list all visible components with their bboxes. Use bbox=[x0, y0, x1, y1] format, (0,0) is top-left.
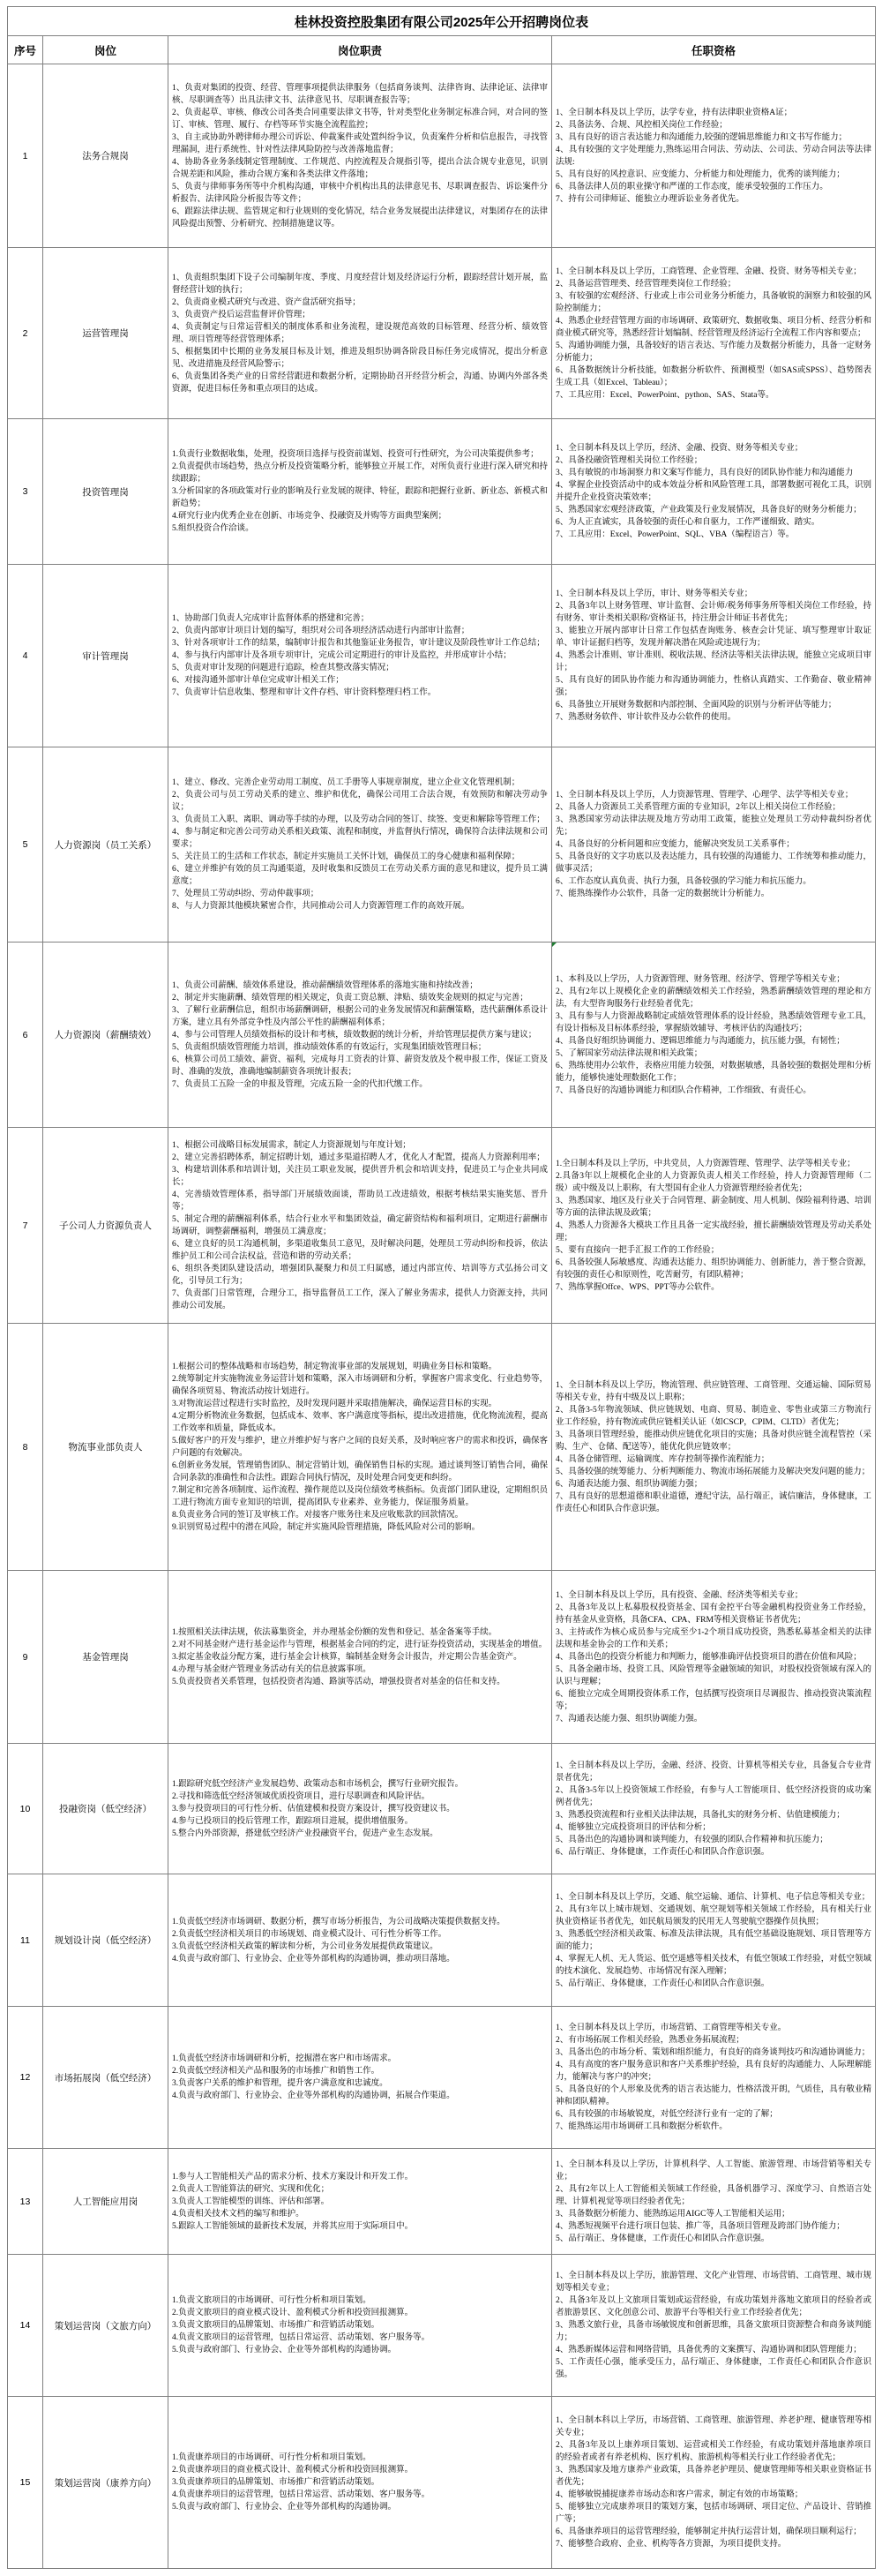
qualification-item: 4、能够敏锐捕捉康养市场动态和客户需求，制定有效的市场策略； bbox=[556, 2490, 804, 2499]
duty-item: 4.负责文旅项目的运营管理，包括日常运营、活动策划、客户服务等。 bbox=[172, 2333, 430, 2342]
duties-cell bbox=[168, 747, 552, 943]
duty-item: 6、核算公司员工绩效、薪资、福利，完成每月工资表的计算、薪资发放及个税申报工作，保证工资及时、准确的发放，准确地编制薪资各项统计报表； bbox=[172, 1055, 548, 1077]
qualification-item: 7、熟悉财务软件、审计软件及办公软件的使用。 bbox=[556, 713, 736, 722]
row-position: 运营管理岗 bbox=[43, 248, 168, 419]
duty-item: 2.负责低空经济相关产品和服务的市场推广和销售工作。 bbox=[172, 2067, 380, 2076]
qualification-item: 1、全日制本科及以上学历，经济、金融、投资、财务等相关专业； bbox=[556, 444, 804, 453]
qualification-item: 1、全日制本科及以上学历，计算机科学、人工智能、旅游管理、市场营销等相关专业； bbox=[556, 2159, 871, 2182]
qualification-item: 7、具备良好的沟通协调能力和团队合作精神，工作细致、有责任心。 bbox=[556, 1085, 811, 1095]
row-position: 投融资岗（低空经济） bbox=[43, 1744, 168, 1874]
duty-item: 7.制定和完善各项制度、运作流程、操作规范以及岗位绩效考核指标。负责部门团队建设，定期组织员工进行物流方面专业知识的培训，提高团队专业素养、业务能力，保证服务质量。 bbox=[172, 1485, 548, 1507]
duty-item: 4、参与执行内部审计及各项专项审计，完成公司定期进行的审计及监控，并形成审计小结； bbox=[172, 651, 512, 660]
duty-item: 3、了解行业薪酬信息，组织市场薪酬调研，根据公司的业务发展情况和薪酬策略，迭代薪酬体系设计方案，建立具有外部竞争性及内部公平性的薪酬福利体系； bbox=[172, 1005, 548, 1027]
duty-item: 3、针对各项审计工作的结果，编制审计报告和其他鉴证业务报告，审计建议及阶段性审计工作总结； bbox=[172, 639, 545, 648]
duty-item: 1、负责对集团的投资、经营、管理事项提供法律服务（包括商务谈判、法律咨询、法律论证、法律审核、尽职调查等）出具法律文书、法律意见书、尽职调查报告等； bbox=[172, 83, 548, 105]
duty-item: 4、协助各业务条线制定管理制度、工作规范、内控流程及合规指引等，提出合法合规专业意见，识别合规差距和风险，推动合规方案和各类法律文件落地； bbox=[172, 157, 548, 179]
qualification-item: 5、品行端正、身体健康，工作责任心和团队合作意识强。 bbox=[556, 2234, 770, 2243]
row-no: 13 bbox=[8, 2149, 43, 2255]
duty-item: 6、跟踪法律法规、监管规定和行业规则的变化情况，结合业务发展提出法律建议，对集团存在的法律风险提出预警、分析研究、控制措施建议等。 bbox=[172, 207, 548, 229]
row-position: 人力资源岗（员工关系） bbox=[43, 747, 168, 943]
duty-item: 7、处理员工劳动纠纷、劳动仲裁事项； bbox=[172, 890, 319, 898]
cell-note-marker-icon bbox=[552, 943, 557, 947]
duty-item: 3.拟定基金收益分配方案，进行基金会计核算，编制基金财务会计报告，并定期公告基金资产。 bbox=[172, 1652, 522, 1662]
duty-item: 5.整合内外部资源，搭建低空经济产业投融资平台，促进产业生态发展。 bbox=[172, 1829, 438, 1838]
qualifications-cell bbox=[552, 943, 876, 1128]
table-body bbox=[8, 64, 876, 2569]
qualification-item: 3、具有敏锐的市场洞察力和文案写作能力，具有良好的团队协作能力和沟通能力 bbox=[556, 469, 854, 477]
qualification-item: 4、熟悉新媒体运营和网络营销，具备优秀的文案撰写、沟通协调和团队管理能力； bbox=[556, 2346, 862, 2354]
duty-item: 4.负责与政府部门、行业协会、企业等外部机构的沟通协调，推动项目落地。 bbox=[172, 1954, 455, 1964]
table-row bbox=[8, 1744, 876, 1874]
qualification-item: 2、具备3年及以上私募股权投资基金、国有金控平台等金融机构投资业务工作经验，持有基金从业资格，具备CFA、CPA、FRM等相关资格证书者优先； bbox=[556, 1603, 871, 1625]
qualification-item: 5、沟通协调能力强，具备较好的语言表达、写作能力及数据分析能力，具备一定财务分析能力； bbox=[556, 341, 871, 363]
qualifications-cell bbox=[552, 1744, 876, 1874]
duty-item: 5.负责与政府部门、行业协会、企业等外部机构的沟通协调。 bbox=[172, 2346, 397, 2354]
column-header-position: 岗位 bbox=[43, 36, 168, 64]
row-no: 3 bbox=[8, 419, 43, 565]
duty-item: 1.负责低空经济市场调研和分析，挖掘潜在客户和市场需求。 bbox=[172, 2054, 397, 2063]
duty-item: 1、协助部门负责人完成审计监督体系的搭建和完善； bbox=[172, 614, 370, 623]
qualifications-cell bbox=[552, 1128, 876, 1324]
qualification-item: 5、要有直接向一把手汇报工作的工作经验； bbox=[556, 1245, 720, 1255]
qualifications-cell bbox=[552, 1571, 876, 1744]
duty-item: 5.做好客户的开发与维护，建立并维护好与客户之间的良好关系，及时响应客户的需求和投诉，确保客户问题的有效解决。 bbox=[172, 1436, 548, 1458]
row-position: 市场拓展岗（低空经济） bbox=[43, 2007, 168, 2149]
duty-item: 6、负责集团各类产业的日常经营跟进和数据分析，定期协助召开经营分析会，沟通、协调内外部各类资源，促进目标任务和重点项目的达成。 bbox=[172, 372, 548, 394]
qualification-item: 7、工具应用：Excel、PowerPoint、SQL、VBA（编程语言）等。 bbox=[556, 530, 795, 539]
duty-item: 6.创新业务发展，管理销售团队、制定营销计划，确保销售目标的实现。通过谈判签订销售合同，确保合同条款的准确性和合法性。跟踪合同执行情况，及时处理合同变更和纠纷。 bbox=[172, 1461, 548, 1483]
duty-item: 9.识别贸易过程中的潜在风险，制定并实施风险管理措施，降低风险对公司的影响。 bbox=[172, 1522, 481, 1532]
row-position: 法务合规岗 bbox=[43, 64, 168, 248]
duty-item: 4.参与已投项目的投后管理工作，跟踪项目进展，提供增值服务。 bbox=[172, 1816, 414, 1826]
qualification-item: 3、熟悉国家劳动法律法规及地方劳动用工政策，能独立处理员工劳动仲裁纠纷者优先； bbox=[556, 815, 871, 837]
qualification-item: 2、具备运营管理类、经营管理类岗位工作经验； bbox=[556, 279, 736, 289]
qualification-item: 5、了解国家劳动法律法规和相关政策； bbox=[556, 1048, 703, 1058]
table-row bbox=[8, 747, 876, 943]
qualification-item: 6、工作态度认真负责、执行力强，具备较强的学习能力和抗压能力。 bbox=[556, 877, 811, 886]
duty-item: 2.负责文旅项目的商业模式设计、盈利模式分析和投资回报测算。 bbox=[172, 2309, 414, 2317]
qualification-item: 2、具备3-5年物流领域、供应链规划、电商、贸易、制造业、零售业或第三方物流行业工作经验，持有物流或供应链相关认证（如CSCP，CPIM、CLTD）者优先； bbox=[556, 1405, 871, 1427]
qualification-item: 2、具备3年以上财务管理、审计监督、会计师/税务师事务所等相关岗位工作经验，持有财务、审计类相关职称/资格证书，持注册会计师证书者优先； bbox=[556, 602, 871, 623]
qualification-item: 2、具有2年以上规模化企业的薪酬绩效相关工作经验，熟悉薪酬绩效管理的理论和方法，有大型咨询服务行业经验者优先； bbox=[556, 987, 871, 1009]
duty-item: 2.寻找和筛选低空经济领域优质投资项目，进行尽职调查和风险评估。 bbox=[172, 1791, 430, 1801]
qualification-item: 5、工作责任心强，能承受压力，品行端正、身体健康，工作责任心和团队合作意识强。 bbox=[556, 2358, 871, 2379]
duty-item: 1.按照相关法律法规，依法募集资金，并办理基金份额的发售和登记、基金备案等手续。 bbox=[172, 1627, 497, 1637]
row-no: 15 bbox=[8, 2397, 43, 2569]
table-row bbox=[8, 2149, 876, 2255]
duty-item: 5.组织投资合作洽谈。 bbox=[172, 524, 254, 533]
qualification-item: 3、有较强的宏观经济、行业或上市公司业务分析能力，具备敏锐的洞察力和较强的风险控制能力； bbox=[556, 291, 871, 313]
duty-item: 1、负责组织集团下设子公司编制年度、季度、月度经营计划及经济运行分析，跟踪经营计划开展，监督经营计划的执行； bbox=[172, 273, 548, 295]
qualification-item: 7、持有公司律师证、能独立办理诉讼业务者优先。 bbox=[556, 194, 744, 204]
row-no: 8 bbox=[8, 1324, 43, 1571]
duty-item: 7、负责员工五险一金的申报及管理，完成五险一金的代扣代缴工作。 bbox=[172, 1079, 428, 1089]
qualifications-cell bbox=[552, 2007, 876, 2149]
qualification-item: 1、全日制本科及以上学历，市场营销、工商管理等相关专业。 bbox=[556, 2024, 787, 2032]
duty-item: 4、负责制定与日常运营相关的制度体系和业务流程，建设规范高效的目标管理、经营分析、绩效管理、项目管理等经营管理体系； bbox=[172, 322, 548, 344]
duty-item: 2、负责公司与员工劳动关系的建立、维护和优化，确保公司用工合法合规，有效预防和解决劳动争议； bbox=[172, 791, 548, 812]
qualification-item: 7、具有良好的思想道德和职业道德，遵纪守法，品行端正，诚信廉洁，身体健康，工作责任心和团队合作意识强。 bbox=[556, 1491, 871, 1513]
qualifications-cell bbox=[552, 565, 876, 747]
qualification-item: 1、全日制本科及以上学历，物流管理、供应链管理、工商管理、交通运输、国际贸易等相关专业，持有中级及以上职称； bbox=[556, 1380, 871, 1402]
qualification-item: 6、具备较强人际敏感度、沟通表达能力、组织协调能力、创新能力，善于整合资源，有较强的责任心和原则性，吃苦耐劳，有团队精神； bbox=[556, 1258, 871, 1280]
qualification-item: 1、全日制本科以上学历，市场营销、工商管理、旅游管理、养老护理、健康管理等相关专业； bbox=[556, 2416, 871, 2437]
qualifications-cell bbox=[552, 2255, 876, 2397]
qualification-item: 5、具备良好的个人形象及优秀的语言表达能力，性格活泼开朗，气质佳，具有敬业精神和团队精神。 bbox=[556, 2085, 871, 2107]
qualification-item: 3、具备出色的市场分析、策划和组织能力，有良好的商务谈判技巧和沟通协调能力； bbox=[556, 2048, 871, 2057]
table-row bbox=[8, 565, 876, 747]
qualification-item: 4、熟悉企业经营管理方面的市场调研、政策研究、数据收集、项目分析、经营分析和商业模式研究等，熟悉经营计划编制、经营管理及经济运行全流程工作内容和要点； bbox=[556, 316, 871, 338]
table-row bbox=[8, 2255, 876, 2397]
qualification-item: 1、本科及以上学历，人力资源管理、财务管理、经济学、管理学等相关专业； bbox=[556, 974, 845, 984]
qualification-item: 6、具备数据统计分析技能，如数据分析软件、预测模型（如SAS或SPSS）、趋势图表生成工具（如Excel、Tableau）； bbox=[556, 365, 871, 387]
qualification-item: 5、具备金融市场、投资工具、风险管理等金融领域的知识，对股权投资领域有深入的认识与理解； bbox=[556, 1664, 871, 1686]
row-no: 14 bbox=[8, 2255, 43, 2397]
qualification-item: 7、能熟练运用市场调研工具和数据分析软件。 bbox=[556, 2122, 728, 2131]
duties-cell bbox=[168, 565, 552, 747]
duty-item: 4.负责康养项目的运营管理，包括日常运营、活动策划、客户服务等。 bbox=[172, 2490, 430, 2499]
duty-item: 4.负责相关技术文档的编写和维护。 bbox=[172, 2209, 304, 2219]
duty-item: 3.负责人工智能模型的训练、评估和部署。 bbox=[172, 2197, 330, 2206]
duties-cell bbox=[168, 2007, 552, 2149]
duty-item: 3.负责康养项目的品牌策划、市场推广和营销活动策划。 bbox=[172, 2478, 380, 2487]
qualification-item: 5、具有良好的风控意识、应变能力、分析能力和处理能力，优秀的谈判能力； bbox=[556, 169, 845, 179]
page-title: 桂林投资控股集团有限公司2025年公开招聘岗位表 bbox=[8, 7, 876, 36]
duties-cell bbox=[168, 1324, 552, 1571]
table-row bbox=[8, 943, 876, 1128]
qualifications-cell bbox=[552, 1324, 876, 1571]
qualification-item: 3、熟悉国家、地区及行业关于合同管理、薪金制度、用人机制、保险福利待遇、培训等方面的法律法规及政策； bbox=[556, 1196, 871, 1218]
row-no: 5 bbox=[8, 747, 43, 943]
qualification-item: 2、具备3-5年以上投资领域工作经验，有参与人工智能项目、低空经济投资的成功案例者优先； bbox=[556, 1785, 871, 1807]
row-position: 规划设计岗（低空经济） bbox=[43, 1874, 168, 2007]
duty-item: 2、负责起草、审核、修改公司各类合同重要法律文书等，针对类型化业务制定标准合同，对合同的签订、审核、管理、履行、存档等环节实施全流程监控； bbox=[172, 108, 548, 130]
qualification-item: 1、全日制本科及以上学历，旅游管理、文化产业管理、市场营销、工商管理、城市规划等相关专业； bbox=[556, 2272, 871, 2293]
duty-item: 1.负责低空经济市场调研、数据分析，撰写市场分析报告，为公司战略决策提供数据支持。 bbox=[172, 1917, 505, 1926]
row-position: 子公司人力资源负责人 bbox=[43, 1128, 168, 1324]
row-no: 6 bbox=[8, 943, 43, 1128]
qualification-item: 2、具备法务、合规、风控相关岗位工作经验； bbox=[556, 120, 728, 130]
duty-item: 5、负责组织绩效管理能力培训，推动绩效体系的有效运行，实现集团绩效管理目标； bbox=[172, 1042, 487, 1052]
column-header-duties: 岗位职责 bbox=[168, 36, 552, 64]
duty-item: 5.负责与政府部门、行业协会、企业等外部机构的沟通协调。 bbox=[172, 2503, 397, 2512]
qualification-item: 1、全日制本科及以上学历，法学专业，持有法律职业资格A证； bbox=[556, 108, 793, 117]
duty-item: 3、自主或协助外聘律师办理公司诉讼、仲裁案件或处置纠纷争议，负责案件分析和信息报告，寻找管理漏洞，进行系统性、针对性法律风险防控与改善落地监督； bbox=[172, 132, 548, 154]
duty-item: 7、负责部门日常管理，合理分工，指导监督员工工作，深入了解业务需求，提供人力资源支持，共同推动公司发展。 bbox=[172, 1288, 548, 1311]
qualification-item: 6、沟通表达能力强、组织协调能力强； bbox=[556, 1479, 703, 1489]
table-row bbox=[8, 64, 876, 248]
table-row bbox=[8, 1128, 876, 1324]
duty-item: 1、根据公司战略目标发展需求，制定人力资源规划与年度计划； bbox=[172, 1140, 411, 1150]
qualification-item: 1、全日制本科及以上学历，人力资源管理、管理学、心理学、法学等相关专业； bbox=[556, 791, 854, 800]
table-row bbox=[8, 1874, 876, 2007]
duty-item: 5、制定合理的薪酬福利体系，结合行业水平和集团效益，确定薪资结构和福利项目，定期进行薪酬市场调研，调整薪酬福利，增强员工满意度； bbox=[172, 1214, 548, 1236]
qualification-item: 4、熟悉短视频平台进行项目包装、推广等，具备项目管理及跨部门协作能力； bbox=[556, 2221, 845, 2231]
qualification-item: 7、能够整合政府、企业、机构等各方资源，为项目提供支持。 bbox=[556, 2540, 787, 2549]
qualification-item: 6、为人正直诚实，具备较强的责任心和自驱力，工作严谨细致、踏实。 bbox=[556, 518, 820, 527]
duty-item: 3.分析国家的各项政策对行业的影响及行业发展的规律、特征，跟踪和把握行业新、新业态、新模式和新趋势； bbox=[172, 487, 548, 508]
duty-item: 3.负责低空经济相关政策的解读和分析，为公司业务发展提供政策建议。 bbox=[172, 1941, 438, 1951]
qualification-item: 4、熟悉人力资源各大模块工作且具备一定实战经验，擅长薪酬绩效管理及劳动关系处理； bbox=[556, 1220, 871, 1243]
duty-item: 2.负责提供市场趋势，热点分析及投资策略分析，能够独立开展工作，对所负责行业进行深入研究和持续跟踪； bbox=[172, 462, 548, 484]
qualification-item: 2、具有3年以上城市规划、交通规划、航空规划等相关领域工作经验，具有相关行业执业资格证书者优先，如民航局颁发的民用无人驾驶航空器操作员执照； bbox=[556, 1904, 871, 1926]
duty-item: 8.负责业务合同的签订及审核工作。对接客户账务往来及应收账款的回款情况。 bbox=[172, 1510, 464, 1520]
duties-cell bbox=[168, 1128, 552, 1324]
duty-item: 3.负责客户关系的维护和管理，提升客户满意度和忠诚度。 bbox=[172, 2079, 388, 2088]
duty-item: 1.根据公司的整体战略和市场趋势，制定物流事业部的发展规划，明确业务目标和策略。 bbox=[172, 1362, 497, 1371]
duties-cell bbox=[168, 943, 552, 1128]
qualification-item: 3、熟悉投资流程和行业相关法律法规，具备扎实的财务分析、估值建模能力； bbox=[556, 1810, 845, 1820]
table-row bbox=[8, 2397, 876, 2569]
duties-cell bbox=[168, 1571, 552, 1744]
qualification-item: 3、熟悉国家及地方康养产业政策，具备养老护理员、健康管理师等相关职业资格证书者优先； bbox=[556, 2466, 871, 2487]
duty-item: 2.统筹制定并实施物流业务运营计划和策略，深入市场调研和分析，掌握客户需求变化、行业趋势等，确保各项贸易、物流活动按计划进行。 bbox=[172, 1374, 548, 1396]
table-row bbox=[8, 419, 876, 565]
duty-item: 2.负责低空经济相关项目的市场规划、商业模式设计、可行性分析等工作。 bbox=[172, 1929, 447, 1939]
table-row bbox=[8, 248, 876, 419]
row-no: 7 bbox=[8, 1128, 43, 1324]
qualification-item: 4、掌握企业投资活动中的成本效益分析和风险管理工具，部署数据可视化工具，识别并提升企业投资决策效率； bbox=[556, 481, 871, 502]
qualification-item: 6、能独立完成全周期投资体系工作，包括撰写投资项目尽调报告、推动投资决策流程等； bbox=[556, 1689, 871, 1711]
qualification-item: 1.全日制本科及以上学历，中共党员，人力资源管理、管理学、法学等相关专业； bbox=[556, 1159, 856, 1168]
qualification-item: 2、具备3年及以上文旅项目策划或运营经验，有成功策划并落地文旅项目的经验者或者旅游景区、文化创意公司、旅游平台等相关行业工作经验者优先； bbox=[556, 2296, 871, 2317]
duty-item: 2.负责人工智能算法的研究、实现和优化； bbox=[172, 2184, 330, 2194]
row-position: 基金管理岗 bbox=[43, 1571, 168, 1744]
row-position: 人工智能应用岗 bbox=[43, 2149, 168, 2255]
duty-item: 5、根据集团中长期的业务发展目标及计划，推进及组织协调各阶段目标任务完成情况，提出分析意见、改进措施及经营风险警示； bbox=[172, 347, 548, 369]
row-position: 投资管理岗 bbox=[43, 419, 168, 565]
qualification-item: 4、具备良好组织协调能力、逻辑思维能力与沟通能力，抗压能力强，有韧性； bbox=[556, 1036, 845, 1046]
duty-item: 4.研究行业内优秀企业在创新、市场竞争、投融资及并购等方面典型案例； bbox=[172, 512, 447, 521]
duties-cell bbox=[168, 1874, 552, 2007]
duty-item: 3、负责员工入职、离职、调动等手续的办理，以及劳动合同的签订、续签、变更和解除等管理工作； bbox=[172, 815, 545, 824]
duty-item: 2、负责内部审计项目计划的编写，组织对公司各项经济活动进行内部审计监督； bbox=[172, 627, 470, 635]
duty-item: 3、负责资产投后运营监督评价管理； bbox=[172, 310, 310, 319]
qualification-item: 5、具备出色的沟通协调和谈判能力，有较强的团队合作精神和抗压能力； bbox=[556, 1835, 828, 1844]
qualifications-cell bbox=[552, 747, 876, 943]
duty-item: 6、对接沟通外部审计单位完成审计相关工作； bbox=[172, 676, 344, 685]
qualification-item: 1、全日制本科及以上学历，工商管理、企业管理、金融、投资、财务等相关专业； bbox=[556, 267, 862, 276]
row-no: 2 bbox=[8, 248, 43, 419]
qualification-item: 6、具备法律人员的职业操守和严谨的工作态度，能承受较强的工作压力。 bbox=[556, 182, 828, 192]
duty-item: 1.负责行业数据收集，处理，投资项目选择与投资前谋划、投资可行性研究，为公司决策提供参考； bbox=[172, 450, 539, 459]
duty-item: 8、与人力资源其他模块紧密合作，共同推动公司人力资源管理工作的高效开展。 bbox=[172, 902, 470, 911]
duty-item: 6、建立并维护有效的员工沟通渠道，及时收集和反馈员工在劳动关系方面的意见和建议，提升员工满意度； bbox=[172, 865, 548, 886]
table-row bbox=[8, 1324, 876, 1571]
row-no: 4 bbox=[8, 565, 43, 747]
duties-cell bbox=[168, 248, 552, 419]
qualifications-cell bbox=[552, 1874, 876, 2007]
duty-item: 4、完善绩效管理体系，指导部门开展绩效面谈，帮助员工改进绩效，根据考核结果实施奖惩、晋升等； bbox=[172, 1190, 548, 1212]
qualifications-cell bbox=[552, 2397, 876, 2569]
row-no: 9 bbox=[8, 1571, 43, 1744]
column-header-no: 序号 bbox=[8, 36, 43, 64]
qualification-item: 4、熟悉会计准则、审计准则、税收法规、经济法等相关法律法规，能独立完成项目审计； bbox=[556, 651, 871, 672]
qualification-item: 5、具备良好的文字功底以及表达能力，具有较强的沟通能力、工作统筹和推动能力，做事灵活； bbox=[556, 852, 871, 874]
qualification-item: 3、主持或作为核心成员参与完成至少1-2个项目成功投资，熟悉私募基金相关的法律法规和基金协会的工作和关系； bbox=[556, 1627, 871, 1649]
qualification-item: 4、具备仓储管理、运输调度、库存控制等操作流程能力； bbox=[556, 1454, 770, 1464]
qualifications-cell bbox=[552, 64, 876, 248]
row-position: 人力资源岗（薪酬绩效） bbox=[43, 943, 168, 1128]
title-row bbox=[8, 7, 876, 36]
duty-item: 2、建立完善招聘体系，制定招聘计划，通过多渠道招聘人才，优化人才配置，提高人力资源利用率； bbox=[172, 1153, 545, 1162]
table-row bbox=[8, 2007, 876, 2149]
qualification-item: 2、有市场拓展工作相关经验，熟悉业务拓展流程； bbox=[556, 2036, 744, 2045]
qualification-item: 1、全日制本科及以上学历，金融、经济、投资、计算机等相关专业，具备复合专业背景者优先； bbox=[556, 1761, 871, 1783]
qualification-item: 4、能够独立完成投资项目的评估和分析； bbox=[556, 1822, 711, 1832]
qualification-item: 7、沟通表达能力强、组织协调能力强。 bbox=[556, 1714, 703, 1724]
duty-item: 5.负责投资者关系管理，包括投资者沟通、路演等活动，增强投资者对基金的信任和支持。 bbox=[172, 1677, 505, 1686]
qualification-item: 6、具备独立开展财务数据和内部控制、全面风险的识别与分析评估等能力； bbox=[556, 701, 837, 710]
qualification-item: 2、具备人力资源员工关系管理方面的专业知识，2年以上相关岗位工作经验； bbox=[556, 803, 841, 812]
duty-item: 1.参与人工智能相关产品的需求分析、技术方案设计和开发工作。 bbox=[172, 2172, 414, 2182]
duty-item: 6、组织各类团队建设活动，增强团队凝聚力和员工归属感，通过内部宣传、培训等方式弘扬公司文化，引导员工行为； bbox=[172, 1264, 548, 1286]
recruitment-table bbox=[7, 6, 876, 2569]
duties-cell bbox=[168, 64, 552, 248]
qualifications-cell bbox=[552, 2149, 876, 2255]
duty-item: 3.对物流运营过程进行实时监控，及时发现问题并采取措施解决，确保运营目标的实现。 bbox=[172, 1399, 497, 1408]
qualification-item: 5、具备较强的统筹能力、分析判断能力、物流市场拓展能力及解决突发问题的能力； bbox=[556, 1467, 871, 1476]
qualification-item: 1、全日制本科及以上学历，具有投资、金融、经济类等相关专业； bbox=[556, 1590, 804, 1600]
qualifications-cell bbox=[552, 419, 876, 565]
qualification-item: 5、能够独立完成康养项目的策划方案，包括市场调研、项目定位、产品设计、营销推广等； bbox=[556, 2503, 871, 2524]
duty-item: 1.负责康养项目的市场调研、可行性分析和项目策划。 bbox=[172, 2453, 371, 2462]
duty-item: 4.办理与基金财产管理业务活动有关的信息披露事项。 bbox=[172, 1664, 371, 1674]
qualification-item: 2、具备3年及以上康养项目策划、运营或相关工作经验，有成功策划并落地康养项目的经验者或者有养老机构、医疗机构、旅游机构等相关行业工作经验者优先； bbox=[556, 2441, 871, 2462]
duty-item: 5、关注员工的生活和工作状态，制定并实施员工关怀计划，确保员工的身心健康和福利保障； bbox=[172, 852, 520, 861]
duty-item: 4、参与公司管理人员绩效指标的设计和考核，绩效数据的统计分析，并给管理层提供方案与建议； bbox=[172, 1030, 537, 1040]
qualification-item: 4、具有较强的文字处理能力,熟练运用合同法、劳动法、公司法、劳动合同法等法律法规: bbox=[556, 145, 871, 167]
duties-cell bbox=[168, 2255, 552, 2397]
column-header-qualifications: 任职资格 bbox=[552, 36, 876, 64]
duty-item: 2、负责商业模式研究与改进、资产盘活研究指导； bbox=[172, 297, 361, 307]
duty-item: 3、构建培训体系和培训计划，关注员工职业发展，提供晋升机会和培训支持，促进员工与企业共同成长； bbox=[172, 1165, 548, 1187]
row-position: 物流事业部负责人 bbox=[43, 1324, 168, 1571]
row-position: 审计管理岗 bbox=[43, 565, 168, 747]
qualification-item: 2、具有2年以上人工智能相关领域工作经验，具备机器学习、深度学习、自然语言处理、计算机视觉等项目经验者优先； bbox=[556, 2184, 871, 2206]
duty-item: 5、负责对审计发现的问题进行追踪，检查其整改落实情况； bbox=[172, 664, 394, 672]
duty-item: 1、负责公司薪酬、绩效体系建设，推动薪酬绩效管理体系的落地实施和持续改善； bbox=[172, 980, 478, 990]
duty-item: 2.负责康养项目的商业模式设计、盈利模式分析和投资回报测算。 bbox=[172, 2466, 414, 2475]
duty-item: 2、制定并实施薪酬、绩效管理的相关规定，负责工资总额、津贴、绩效奖金规则的拟定与完善； bbox=[172, 993, 528, 1003]
qualification-item: 7、工具应用：Excel、PowerPoint、python、SAS、Stata等。 bbox=[556, 390, 774, 400]
qualification-item: 6、品行端正、身体健康，工作责任心和团队合作意识强。 bbox=[556, 1847, 770, 1857]
qualification-item: 3、具备数据分析能力、能熟练运用AIGC等人工智能相关运用； bbox=[556, 2209, 790, 2219]
qualification-item: 7、能熟练操作办公软件，具备一定的数据统计分析能力。 bbox=[556, 890, 770, 898]
duties-cell bbox=[168, 419, 552, 565]
duty-item: 6、建立良好的员工沟通机制，多渠道收集员工意见，及时解决问题，处理员工劳动纠纷和投诉，依法维护员工和公司合法权益，营造和谐的劳动关系； bbox=[172, 1239, 548, 1261]
duty-item: 7、负责审计信息收集、整理和审计文件存档、审计资料整理归档工作。 bbox=[172, 688, 437, 697]
qualification-item: 3、具备项目管理经验，能推动供应链优化项目的实施；具备对供应链全流程管控（采购、生产、仓储、配送等），能优化供应链效率； bbox=[556, 1430, 871, 1452]
qualifications-cell bbox=[552, 248, 876, 419]
duty-item: 4.负责与政府部门、行业协会、企业等外部机构的沟通协调，拓展合作渠道。 bbox=[172, 2092, 455, 2100]
duty-item: 1.跟踪研究低空经济产业发展趋势、政策动态和市场机会，撰写行业研究报告。 bbox=[172, 1779, 464, 1789]
row-no: 11 bbox=[8, 1874, 43, 2007]
duty-item: 3.负责文旅项目的品牌策划、市场推广和营销活动策划。 bbox=[172, 2321, 380, 2330]
qualification-item: 3、熟悉文旅行业，具备市场敏锐度和创新思维，具备文旅项目资源整合和商务谈判能力； bbox=[556, 2321, 871, 2342]
qualification-item: 6、具有较强的市场敏锐度，对低空经济行业有一定的了解； bbox=[556, 2110, 778, 2119]
qualification-item: 1、全日制本科及以上学历，审计、财务等相关专业； bbox=[556, 590, 753, 598]
table-row bbox=[8, 1571, 876, 1744]
duties-cell bbox=[168, 2149, 552, 2255]
duty-item: 5.跟踪人工智能领域的最新技术发展，并将其应用于实际项目中。 bbox=[172, 2221, 414, 2231]
duty-item: 1、建立、修改、完善企业劳动用工制度、员工手册等人事规章制度，建立企业文化管理机制； bbox=[172, 778, 520, 787]
row-no: 10 bbox=[8, 1744, 43, 1874]
row-position: 策划运营岗（康养方向） bbox=[43, 2397, 168, 2569]
duty-item: 3.参与投资项目的可行性分析、估值建模和投资方案设计，撰写投资建议书。 bbox=[172, 1804, 455, 1814]
qualification-item: 1、全日制本科及以上学历，交通、航空运输、通信、计算机、电子信息等相关专业； bbox=[556, 1892, 871, 1902]
row-no: 1 bbox=[8, 64, 43, 248]
qualification-item: 4、具备出色的投资分析能力和判断力，能够准确评估投资项目的潜在价值和风险； bbox=[556, 1652, 862, 1662]
qualification-item: 4、具有高度的客户服务意识和客户关系维护经验，具有良好的沟通能力、人际理解能力，能解决与客户的冲突； bbox=[556, 2061, 871, 2082]
duty-item: 4、参与制定和完善公司劳动关系相关政策、流程和制度，并监督执行情况，确保符合法律法规和公司要求； bbox=[172, 828, 548, 849]
qualification-item: 6、熟练使用办公软件，表格应用能力较强，对数据敏感，具备较强的数据处理和分析能力，能够快速处理数据化工作； bbox=[556, 1061, 871, 1083]
qualification-item: 4、掌握无人机、无人货运、低空遥感等相关技术，有低空领域工作经验，对低空领域的技术演化、发展趋势、市场情况有深入理解； bbox=[556, 1954, 871, 1976]
duty-item: 2.对不同基金财产进行基金运作与管理，根据基金合同的约定，进行证券投资活动，实现基金的增值。 bbox=[172, 1640, 548, 1649]
duty-item: 1.负责文旅项目的市场调研、可行性分析和项目策划。 bbox=[172, 2296, 371, 2305]
qualification-item: 2.具备3年以上规模化企业的人力资源负责人相关工作经验，持人力资源管理师（二级）或中级及以上职称，有大型国有企业人力资源管理经验者优先； bbox=[556, 1171, 871, 1193]
duties-cell bbox=[168, 2397, 552, 2569]
qualification-item: 4、具备良好的分析问题和应变能力，能解决突发员工关系事件； bbox=[556, 840, 795, 849]
duties-cell bbox=[168, 1744, 552, 1874]
qualification-item: 7、熟练掌握Offce、WPS、PPT等办公软件。 bbox=[556, 1282, 720, 1292]
qualification-item: 3、具有良好的语言表达能力和沟通能力,较强的逻辑思维能力和文书写作能力； bbox=[556, 132, 848, 142]
header-row bbox=[8, 36, 876, 64]
qualification-item: 5、熟悉国家宏观经济政策，产业政策及行业发展情况，具备良好的财务分析能力； bbox=[556, 506, 862, 514]
qualification-item: 6、具备康养项目的运营管理经验，能够制定并执行运营计划，确保项目顺利运行； bbox=[556, 2527, 862, 2536]
row-no: 12 bbox=[8, 2007, 43, 2149]
qualification-item: 3、能独立开展内部审计日常工作包括查询账务、核查会计凭证、填写整理审计取证单、审计证据归档等，发现并解决潜在风险或违规行为； bbox=[556, 627, 871, 648]
qualification-item: 2、具备投融资管理相关岗位工作经验； bbox=[556, 456, 703, 465]
qualification-item: 5、品行端正、身体健康，工作责任心和团队合作意识强。 bbox=[556, 1979, 770, 1988]
duty-item: 4.定期分析物流业务数据，包括成本、效率、客户满意度等指标，提出改进措施，优化物流流程，提高工作效率和质量，降低成本。 bbox=[172, 1411, 548, 1433]
row-position: 策划运营岗（文旅方向） bbox=[43, 2255, 168, 2397]
qualification-item: 3、具有参与人力资源战略制定或绩效管理体系的设计经验，熟悉绩效管理专业工具，有设计指标及目标体系经验，掌握绩效辅导、考核评估的沟通技巧； bbox=[556, 1011, 871, 1033]
duty-item: 5、负责与律师事务所等中介机构沟通，审核中介机构出具的法律意见书、尽职调查报告、诉讼案件分析报告、法律风险分析报告等文件； bbox=[172, 182, 548, 204]
qualification-item: 3、熟悉低空经济相关政策、标准及法律法规，具有低空基础设施规划、项目管理等方面的能力； bbox=[556, 1929, 871, 1951]
qualification-item: 5、具有良好的团队协作能力和沟通协调能力，性格认真踏实、工作勤奋、敬业精神强； bbox=[556, 676, 871, 697]
